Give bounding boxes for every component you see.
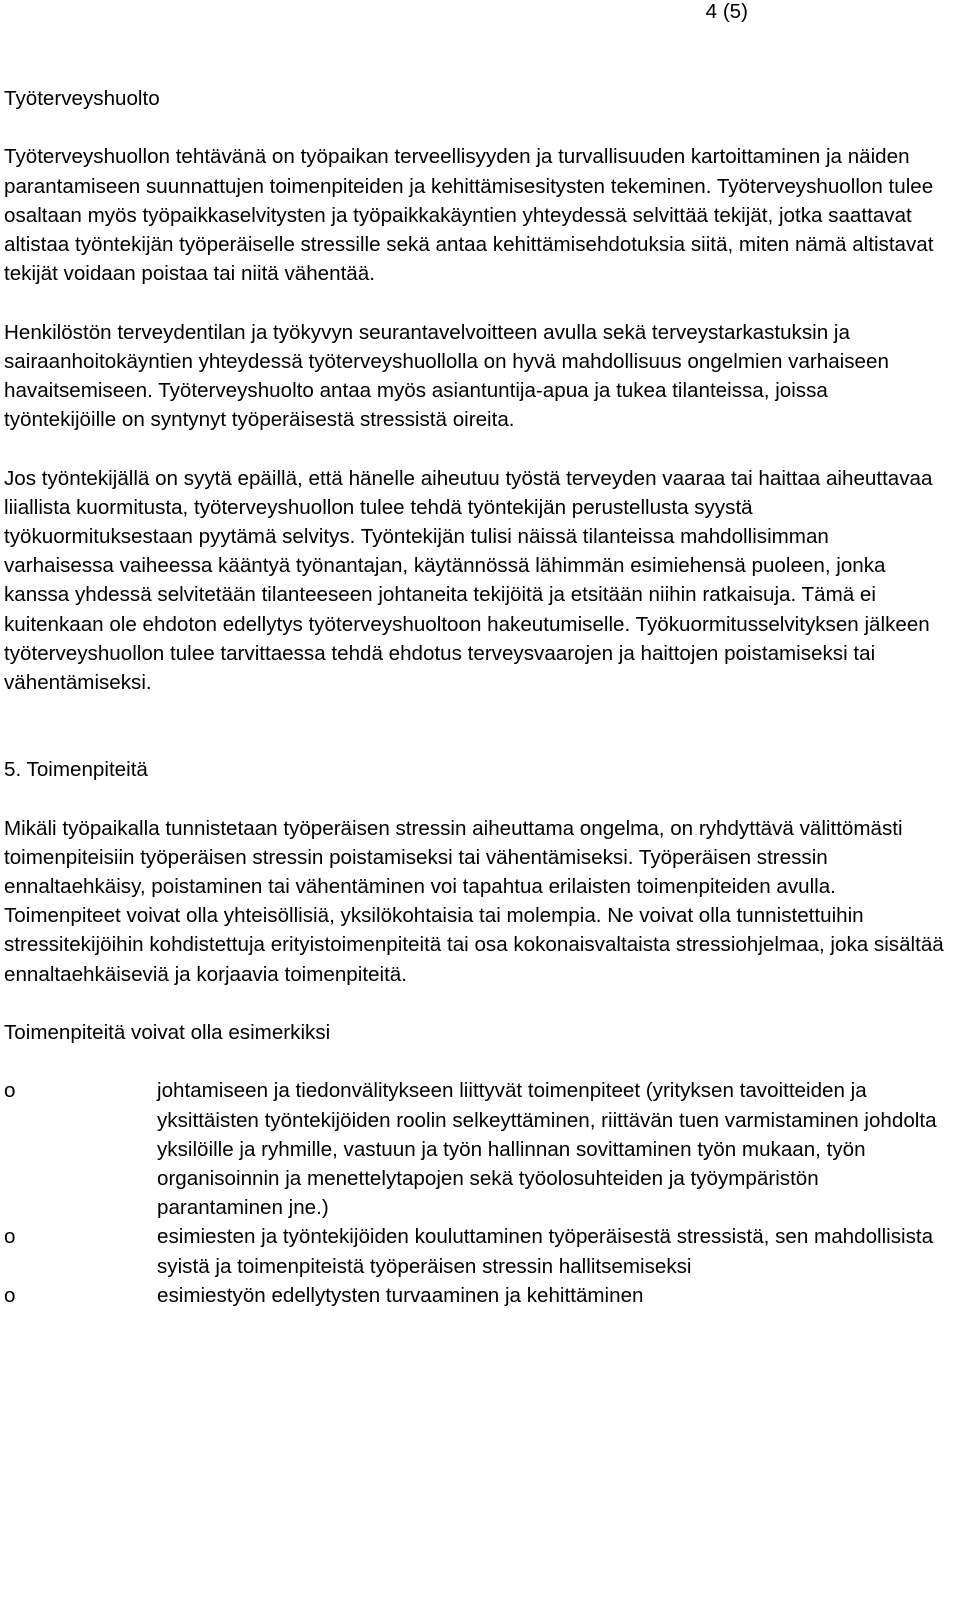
bullet-marker: o	[4, 1079, 16, 1103]
paragraph: Mikäli työpaikalla tunnistetaan työperäisen stressin aiheuttama ongelma, on ryhdyttävä välittömästi toimenpiteisiin työperäisen stressin poistamiseksi tai vähentämiseksi. Työperäisen stressin ennaltaehkäisy, poistaminen tai vähentäminen voi tapahtua erilaisten toimenpiteiden avulla. Toimenpiteet voivat olla yhteisöllisiä, yksilökohtaisia tai molempia. Ne voivat olla tunnistettuihin stressitekijöihin kohdistettuja erityistoimenpiteitä tai osa kokonaisvaltaista stressiohjelmaa, joka sisältää ennaltaehkäiseviä ja korjaavia toimenpiteitä.	[4, 816, 944, 986]
list-intro: Toimenpiteitä voivat olla esimerkiksi	[4, 1021, 331, 1045]
list-item-text: esimiestyön edellytysten turvaaminen ja kehittäminen	[157, 1283, 644, 1307]
list-item	[4, 1281, 944, 1310]
bullet-list	[4, 1076, 944, 1310]
paragraph: Työterveyshuollon tehtävänä on työpaikan terveellisyyden ja turvallisuuden kartoittaminen ja näiden parantamiseen suunnattujen toimenpiteiden ja kehittämisesitysten tekeminen. Työterveyshuollon tulee osaltaan myös työpaikkaselvitysten ja työpaikkakäyntien yhteydessä selvittää tekijät, jotka saattavat altistaa työntekijän työperäiselle stressille sekä antaa kehittämisehdotuksia siitä, miten nämä altistavat tekijät voidaan poistaa tai niitä vähentää.	[4, 145, 934, 286]
document-body	[4, 84, 944, 1310]
section-heading-tyoterveyshuolto: Työterveyshuolto	[4, 87, 160, 110]
section-heading-toimenpiteita: 5. Toimenpiteitä	[4, 758, 148, 782]
bullet-marker: o	[4, 1225, 16, 1249]
bullet-marker: o	[4, 1283, 16, 1307]
list-item-text: esimiesten ja työntekijöiden kouluttaminen työperäisestä stressistä, sen mahdollisista syistä ja toimenpiteistä työperäisen stressin hallitsemiseksi	[157, 1225, 934, 1278]
paragraph: Henkilöstön terveydentilan ja työkyvyn seurantavelvoitteen avulla sekä terveystarkastuksin ja sairaanhoitokäyntien yhteydessä työterveyshuollolla on hyvä mahdollisuus ongelmien varhaiseen havaitsemiseen. Työterveyshuolto antaa myös asiantuntija-apua ja tukea tilanteissa, joissa työntekijöille on syntynyt työperäisestä stressistä oireita.	[4, 320, 889, 432]
paragraph: Jos työntekijällä on syytä epäillä, että hänelle aiheutuu työstä terveyden vaaraa tai haittaa aiheuttavaa liiallista kuormitusta, työterveyshuollon tulee tehdä työntekijän perustellusta syystä työkuormituksestaan pyytämä selvitys. Työntekijän tulisi näissä tilanteissa mahdollisimman varhaisessa vaiheessa kääntyä työnantajan, käytännössä lähimmän esimiehensä puoleen, jonka kanssa yhdessä selvitetään tilanteeseen johtaneita tekijöitä ja etsitään niihin ratkaisuja. Tämä ei kuitenkaan ole ehdoton edellytys työterveyshuoltoon hakeutumiselle. Työkuormitusselvityksen jälkeen työterveyshuollon tulee tarvittaessa tehdä ehdotus terveysvaarojen ja haittojen poistamiseksi tai vähentämiseksi.	[4, 466, 933, 695]
list-item	[4, 1076, 944, 1222]
list-item-text: johtamiseen ja tiedonvälitykseen liittyvät toimenpiteet (yrityksen tavoitteiden ja yksittäisten työntekijöiden roolin selkeyttäminen, riittävän tuen varmistaminen johdolta yksilöille ja ryhmille, vastuun ja työn hallinnan sovittaminen työn mukaan, työn organisoinnin ja menettelytapojen sekä työolosuhteiden ja työympäristön parantaminen jne.)	[157, 1079, 937, 1220]
page-number: 4 (5)	[705, 0, 748, 23]
list-item	[4, 1222, 944, 1280]
